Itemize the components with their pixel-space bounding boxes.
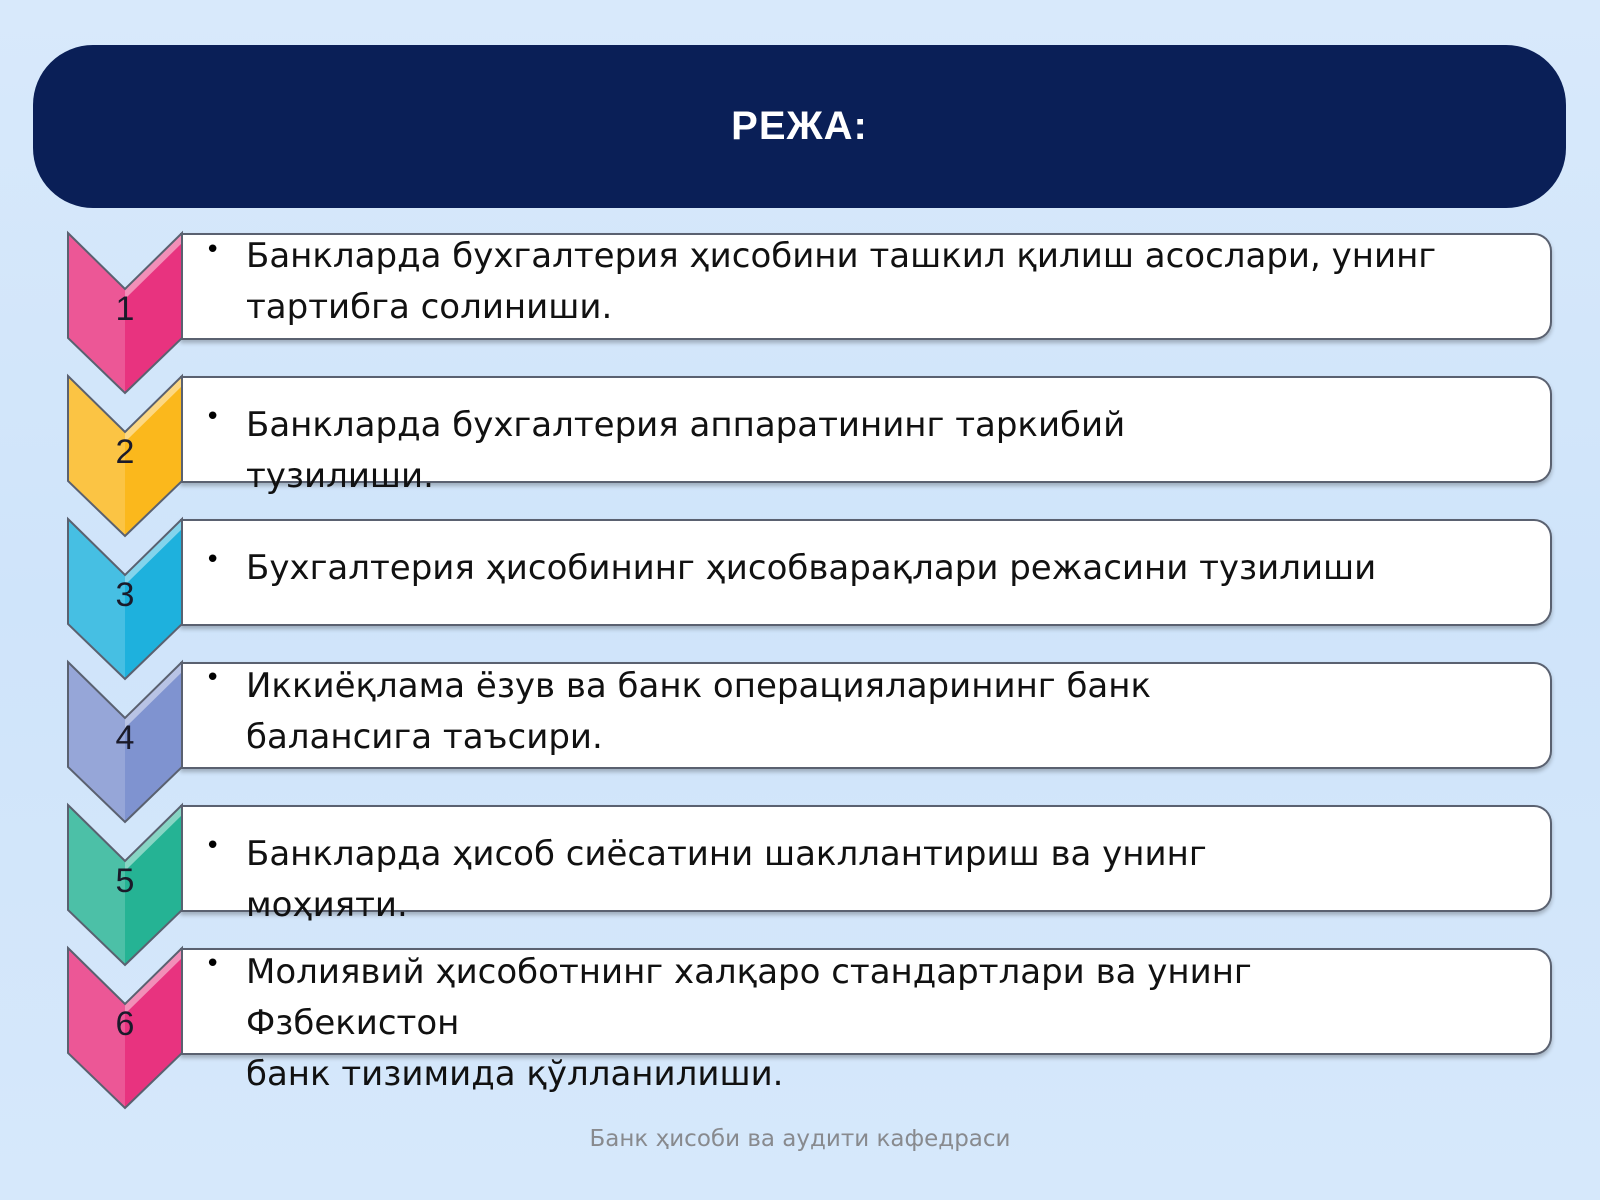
bullet-6: • [205, 949, 221, 979]
item-line: тузилиши. [246, 456, 434, 496]
item-line: Банкларда ҳисоб сиёсатини шакллантириш ва унинг [246, 834, 1207, 874]
item-line: Молиявий ҳисоботнинг халқаро стандартлари ва унинг [246, 952, 1252, 992]
item-text-3 [246, 543, 1376, 594]
item-line: Фзбекистон [246, 1003, 460, 1043]
item-text-6 [246, 947, 1252, 1100]
item-number-5: 5 [115, 862, 135, 900]
item-text-1 [246, 231, 1526, 333]
item-line: Бухгалтерия ҳисобининг ҳисобварақлари режасини тузилиши [246, 548, 1377, 588]
item-number-1: 1 [115, 290, 135, 328]
item-number-6: 6 [115, 1005, 135, 1043]
title-bar [33, 45, 1566, 208]
item-line: моҳияти. [246, 885, 408, 925]
bullet-3: • [205, 545, 221, 575]
footer-text: Банк ҳисоби ва аудити кафедраси [589, 1126, 1011, 1152]
item-text-5 [246, 829, 1207, 931]
item-line: Банкларда бухгалтерия аппаратининг таркибий [246, 405, 1126, 445]
bullet-1: • [205, 235, 221, 265]
item-number-2: 2 [115, 433, 135, 471]
item-line: балансига таъсири. [246, 717, 603, 757]
item-number-4: 4 [115, 719, 135, 757]
bullet-4: • [205, 663, 221, 693]
item-text-4 [246, 661, 1151, 763]
bullet-5: • [205, 831, 221, 861]
item-text-2 [246, 400, 1125, 502]
bullet-2: • [205, 402, 221, 432]
page-title: РЕЖА: [731, 104, 868, 148]
item-line: тартибга солиниши. [246, 287, 613, 327]
item-number-3: 3 [115, 576, 135, 614]
item-line: банк тизимида қўлланилиши. [246, 1054, 784, 1094]
item-line: Иккиёқлама ёзув ва банк операцияларининг банк [246, 666, 1152, 706]
item-line: Банкларда бухгалтерия ҳисобини ташкил қилиш асослари, унинг [246, 236, 1437, 276]
